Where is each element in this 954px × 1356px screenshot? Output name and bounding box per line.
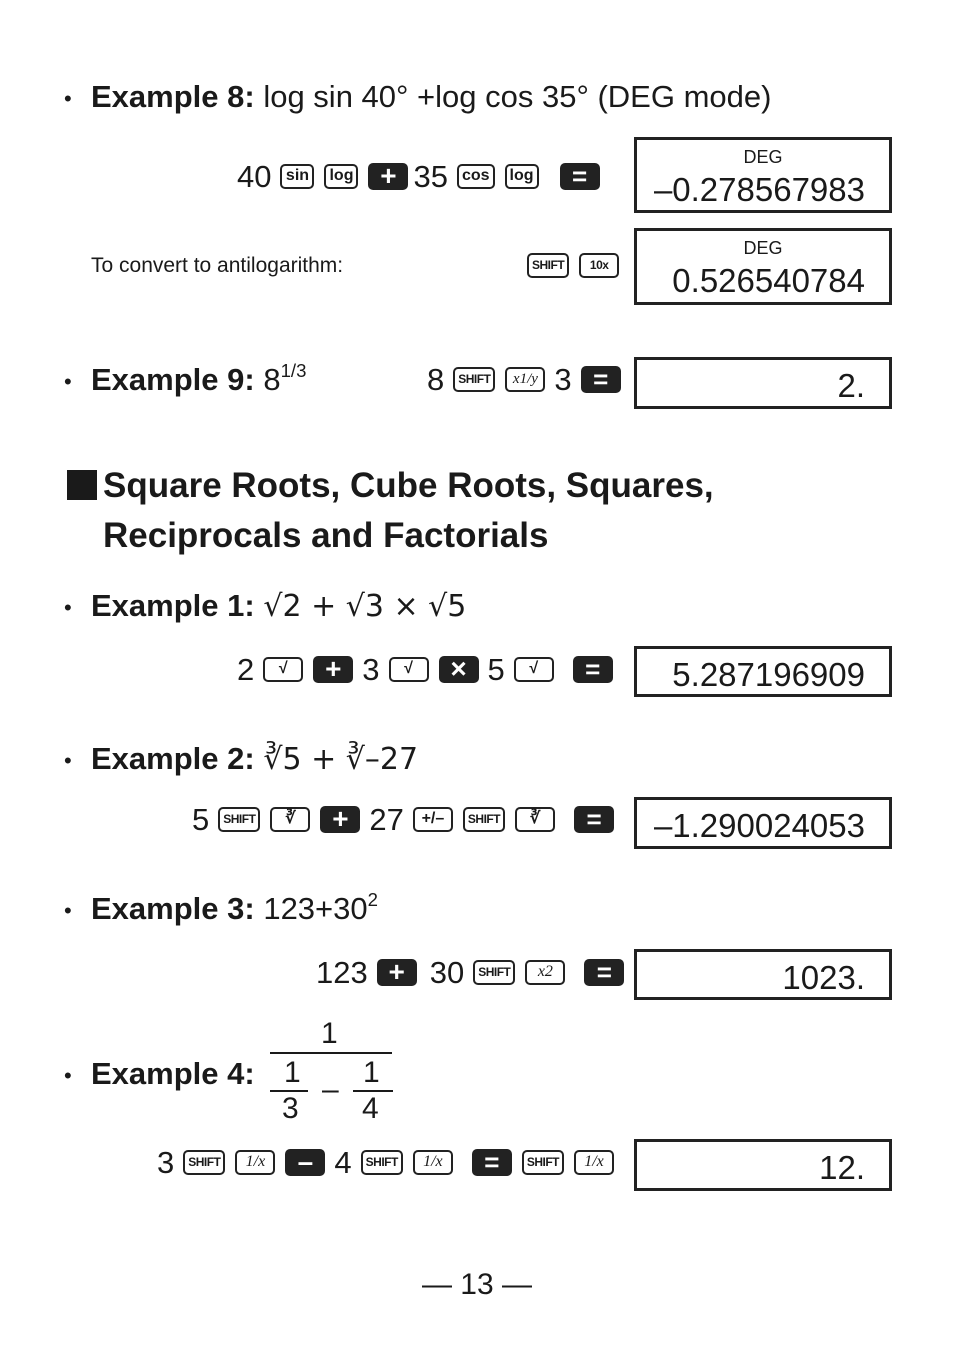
calculator-display: [634, 797, 892, 849]
example-label: Example 8:: [91, 79, 255, 114]
calculator-display: [634, 949, 892, 1000]
digit: 27: [369, 801, 404, 837]
digit: 4: [334, 1144, 352, 1180]
equals-key: =: [472, 1149, 512, 1176]
key-sequence: [423, 359, 626, 399]
bullet: •: [64, 898, 72, 923]
minus-key: –: [285, 1149, 325, 1176]
plus-key: +: [377, 959, 417, 986]
reciprocal-key: 1/x: [574, 1150, 614, 1175]
digit: 3: [157, 1144, 175, 1180]
sqrt-key: √: [389, 657, 429, 682]
display-value: –1.290024053: [653, 807, 865, 844]
minus-sign: –: [322, 1073, 339, 1106]
key-sequence: [233, 156, 605, 196]
example-label: Example 9:: [91, 362, 255, 397]
digit: 5: [192, 801, 210, 837]
square-key: x2: [525, 960, 565, 985]
key-sequence: [312, 952, 629, 992]
square-bullet-icon: [67, 470, 97, 500]
calculator-display: [634, 228, 892, 305]
bullet: •: [64, 748, 72, 773]
shift-key: SHIFT: [361, 1150, 403, 1175]
digit: 35: [413, 158, 448, 194]
equals-key: =: [573, 656, 613, 683]
sqrt-key: √: [514, 657, 554, 682]
plus-key: +: [368, 163, 408, 190]
key-sequence: [188, 799, 619, 839]
heading-line-1: Square Roots, Cube Roots, Squares,: [103, 466, 714, 505]
calculator-display: [634, 646, 892, 697]
example-label: Example 3:: [91, 891, 255, 926]
example-expression: 123+30: [263, 891, 368, 926]
heading-line-2: Reciprocals and Factorials: [103, 515, 549, 555]
cube-root-key: ∛: [515, 807, 555, 832]
display-value: 5.287196909: [672, 656, 865, 693]
shift-key: SHIFT: [522, 1150, 564, 1175]
key-sequence: [153, 1142, 619, 1182]
shift-key: SHIFT: [183, 1150, 225, 1175]
example-1-heading: [91, 590, 466, 622]
equals-key: =: [560, 163, 600, 190]
bullet: •: [64, 1063, 72, 1088]
page-number: — 13 —: [421, 1268, 533, 1301]
example-label: Example 4:: [91, 1056, 255, 1091]
calculator-display: [634, 1139, 892, 1191]
plus-key: +: [313, 656, 353, 683]
fraction-a-numerator: 1: [284, 1056, 301, 1089]
calculator-display: [634, 137, 892, 213]
bullet: •: [64, 86, 72, 111]
section-heading: [67, 461, 714, 560]
display-value: 2.: [837, 367, 865, 404]
antilog-note: To convert to antilogarithm:: [91, 254, 344, 277]
reciprocal-key: 1/x: [413, 1150, 453, 1175]
example-8-heading: [91, 81, 771, 112]
fraction-b-numerator: 1: [363, 1056, 380, 1089]
example-exponent: 1/3: [280, 359, 307, 381]
example-2-heading: [91, 743, 418, 775]
cos-key: cos: [457, 164, 495, 189]
digit: 40: [237, 158, 272, 194]
digit: 30: [429, 954, 465, 990]
display-value: –0.278567983: [653, 171, 865, 208]
shift-key: SHIFT: [218, 807, 260, 832]
log-key: log: [324, 164, 358, 189]
equals-key: =: [581, 366, 621, 393]
fraction-a-denominator: 3: [282, 1092, 299, 1125]
root-power-key: x1/y: [505, 367, 545, 392]
deg-indicator: DEG: [743, 238, 783, 258]
digit: 123: [316, 954, 368, 990]
display-value: 1023.: [782, 959, 865, 996]
deg-indicator: DEG: [743, 147, 783, 167]
digit: 3: [554, 361, 572, 397]
sign-change-key: +/–: [413, 807, 453, 832]
sin-key: sin: [280, 164, 314, 189]
example-label: Example 2:: [91, 741, 255, 776]
example-base: 8: [263, 362, 281, 397]
bullet: •: [64, 369, 72, 394]
plus-key: +: [320, 806, 360, 833]
fraction-numerator: 1: [321, 1017, 338, 1050]
example-expression: ∛5 + ∛–27: [263, 742, 419, 777]
fraction-b-denominator: 4: [362, 1092, 379, 1125]
example-9-heading: [91, 359, 307, 397]
example-expression: √2 + √3 × √5: [263, 589, 467, 624]
equals-key: =: [584, 959, 624, 986]
digit: 5: [487, 651, 505, 687]
digit: 3: [362, 651, 380, 687]
cube-root-key: ∛: [270, 807, 310, 832]
example-exponent: 2: [367, 888, 378, 910]
example-label: Example 1:: [91, 588, 255, 623]
sqrt-key: √: [263, 657, 303, 682]
display-value: 12.: [819, 1149, 865, 1186]
example-expression: log sin 40° +log cos 35° (DEG mode): [263, 79, 772, 114]
bullet: •: [64, 595, 72, 620]
example-4-heading: [91, 1058, 255, 1089]
calculator-display: [634, 357, 892, 409]
equals-key: =: [574, 806, 614, 833]
fraction-bar: [270, 1052, 392, 1054]
multiply-key: ×: [439, 656, 479, 683]
digit: 2: [237, 651, 255, 687]
shift-key: SHIFT: [453, 367, 495, 392]
key-sequence: [522, 245, 624, 285]
example-3-heading: [91, 888, 378, 926]
shift-key: SHIFT: [527, 253, 569, 278]
digit: 8: [427, 361, 445, 397]
ten-power-key: 10x: [579, 253, 619, 278]
log-key: log: [505, 164, 539, 189]
shift-key: SHIFT: [463, 807, 505, 832]
shift-key: SHIFT: [473, 960, 515, 985]
display-value: 0.526540784: [672, 262, 865, 299]
reciprocal-key: 1/x: [235, 1150, 275, 1175]
key-sequence: [233, 649, 618, 689]
